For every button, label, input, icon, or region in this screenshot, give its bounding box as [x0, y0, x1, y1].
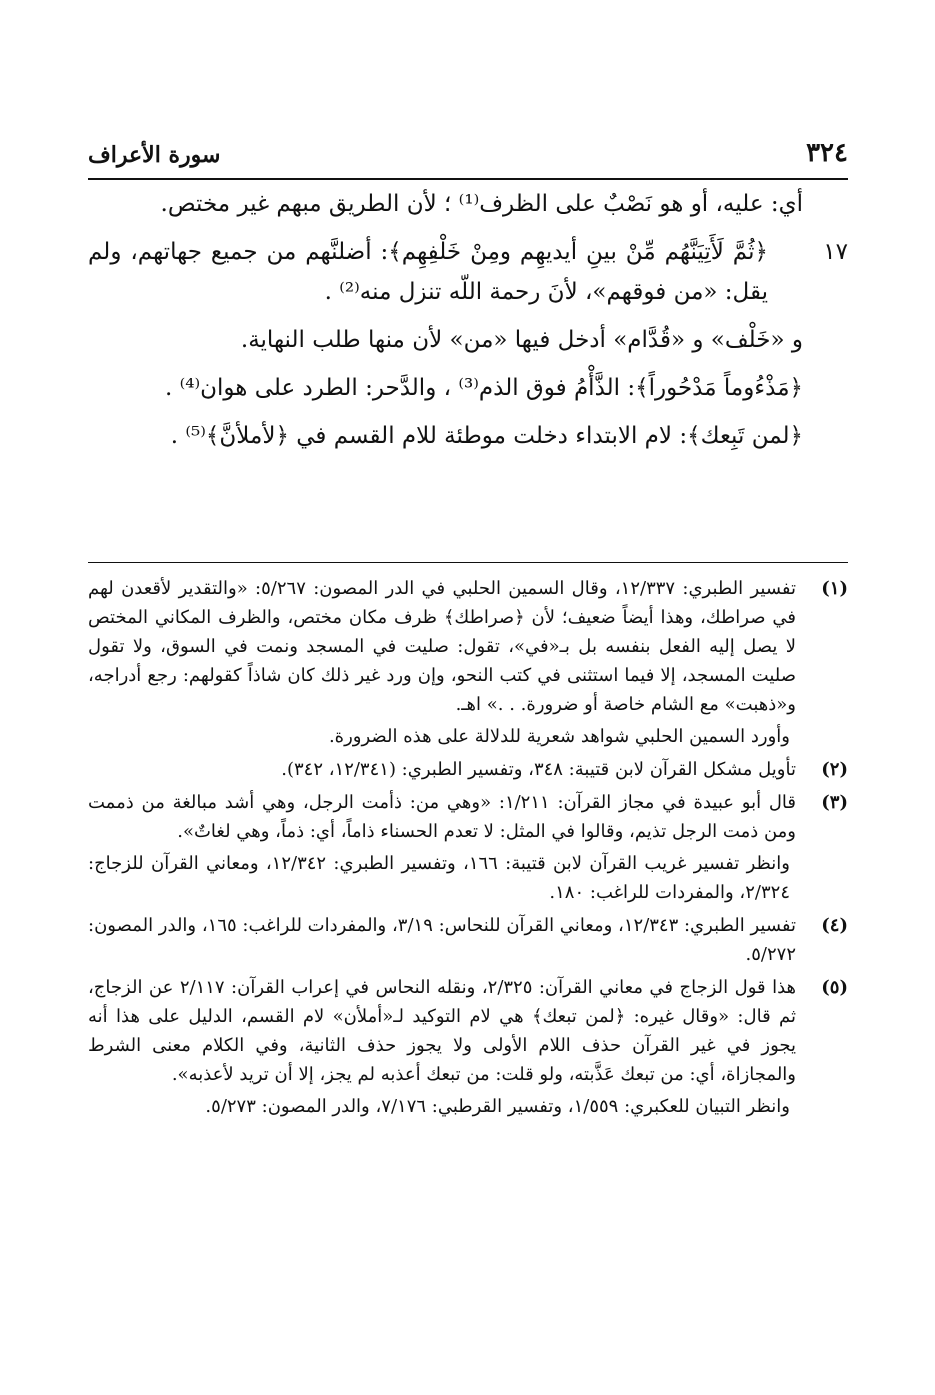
footnote-text: تفسير الطبري: ١٢/٣٤٣، ومعاني القرآن للنحاس: ٣/١٩، والمفردات للراغب: ١٦٥، والدر المصون: ٥/٢٧٢.	[88, 915, 797, 965]
main-text	[88, 184, 848, 456]
main-line-madhuma: ﴿مَذْءُوماً مَدْحُوراً﴾: الذَّأْمُ فوق الذم⁽³⁾ ، والدَّحر: الطرد على هوان⁽⁴⁾ .	[164, 375, 803, 401]
verse-17-commentary: ﴿ثُمَّ لَأَتِيَنَّهُم مِّنْ بينِ أيديهِم ومِنْ خَلْفِهِم﴾: أضلنَّهم من جميع جهاتهم، ولم يقل: «من فوقهم»، لأنَ رحمة اللّه تنزل منه⁽²⁾ .	[88, 239, 768, 305]
footnote-number: (٥)	[821, 977, 848, 998]
surah-title: سورة الأعراف	[88, 142, 221, 168]
verse-number: ١٧	[823, 239, 848, 265]
footnote-number: (١)	[821, 578, 848, 599]
footnote-text: قال أبو عبيدة في مجاز القرآن: ١/٢١١: «وهي من: ذأمت الرجل، وهي أشد مبالغة من ذممت ومن ذمت الرجل تذيم، وقالوا في المثل: لا تعدم الحسناء ذاماً، أي: ذماً، وهي لغاتٌ».	[88, 792, 797, 842]
footnote-text: وانظر تفسير غريب القرآن لابن قتيبة: ١٦٦، وتفسير الطبري: ١٢/٣٤٢، ومعاني القرآن للزجاج: ٢/٣٢٤، والمفردات للراغب: ١٨٠.	[88, 853, 790, 903]
footnote-number: (٤)	[821, 915, 848, 936]
page-header	[88, 138, 848, 178]
main-line-khalf: و «خَلْف» و «قُدَّام» أدخل فيها «من» لأن منها طلب النهاية.	[240, 327, 803, 353]
footnote-text: تأويل مشكل القرآن لابن قتيبة: ٣٤٨، وتفسير الطبري: (١٢/٣٤١، ٣٤٢).	[281, 759, 796, 780]
verse-17-block	[88, 232, 848, 312]
main-line-liman: ﴿لمن تَبِعك﴾: لام الابتداء دخلت موطئة للام القسم في ﴿لأملأنَّ﴾⁽⁵⁾ .	[170, 423, 803, 449]
header-divider	[88, 178, 848, 180]
footnote-4	[88, 911, 848, 969]
footnotes	[88, 574, 848, 1125]
footnote-number: (٢)	[821, 759, 848, 780]
footnote-text: تفسير الطبري: ١٢/٣٣٧، وقال السمين الحلبي في الدر المصون: ٥/٢٦٧: «والتقدير لأقعدن لهم في صراطك، وهذا أيضاً ضعيف؛ لأن ﴿صراطك﴾ ظرف مكان مختص، والظرف المكاني المختص لا يصل إليه الفعل بنفسه بل بـ«في»، تقول: صليت في المسجد ونمت في السوق، ولا تقول صليت المسجد، إلا فيما استثنى في كتب النحو، وإن ورد غير ذلك كان شاذاً كقولهم: رجع أدراجه، و«ذهبت» مع الشام خاصة أو ضرورة. . .» اهـ.	[88, 578, 797, 715]
footnote-text: هذا قول الزجاج في معاني القرآن: ٢/٣٢٥، ونقله النحاس في إعراب القرآن: ٢/١١٧ عن الزجاج، ثم قال: «وقال غيره: ﴿لمن تبعك﴾ هي لام التوكيد لـ«أملأن» لام القسم، الدليل على هذا أنه يجوز في غير القرآن حذف اللام الأولى ولا يجوز حذف الثانية، وفي الكلام معنى الشرط والمجازاة، أي: من تبعك عَذَّبته، ولو قلت: من تبعك أعذبه لم يجز، إلا أن تريد لأعذبه».	[88, 977, 797, 1085]
footnote-text: وأورد السمين الحلبي شواهد شعرية للدلالة على هذه الضرورة.	[328, 726, 790, 747]
page-number: ٣٢٤	[806, 138, 848, 168]
footnote-1	[88, 574, 848, 751]
footnote-number: (٣)	[821, 792, 848, 813]
footnote-divider	[88, 562, 848, 563]
footnote-2	[88, 755, 848, 784]
footnote-3	[88, 788, 848, 907]
main-line-explanation: أي: عليه، أو هو نَصْبٌ على الظرف⁽¹⁾ ؛ لأن الطريق مبهم غير مختص.	[160, 191, 803, 217]
footnote-text: وانظر التبيان للعكبري: ١/٥٥٩، وتفسير القرطبي: ٧/١٧٦، والدر المصون: ٥/٢٧٣.	[205, 1096, 790, 1117]
footnote-5	[88, 973, 848, 1121]
